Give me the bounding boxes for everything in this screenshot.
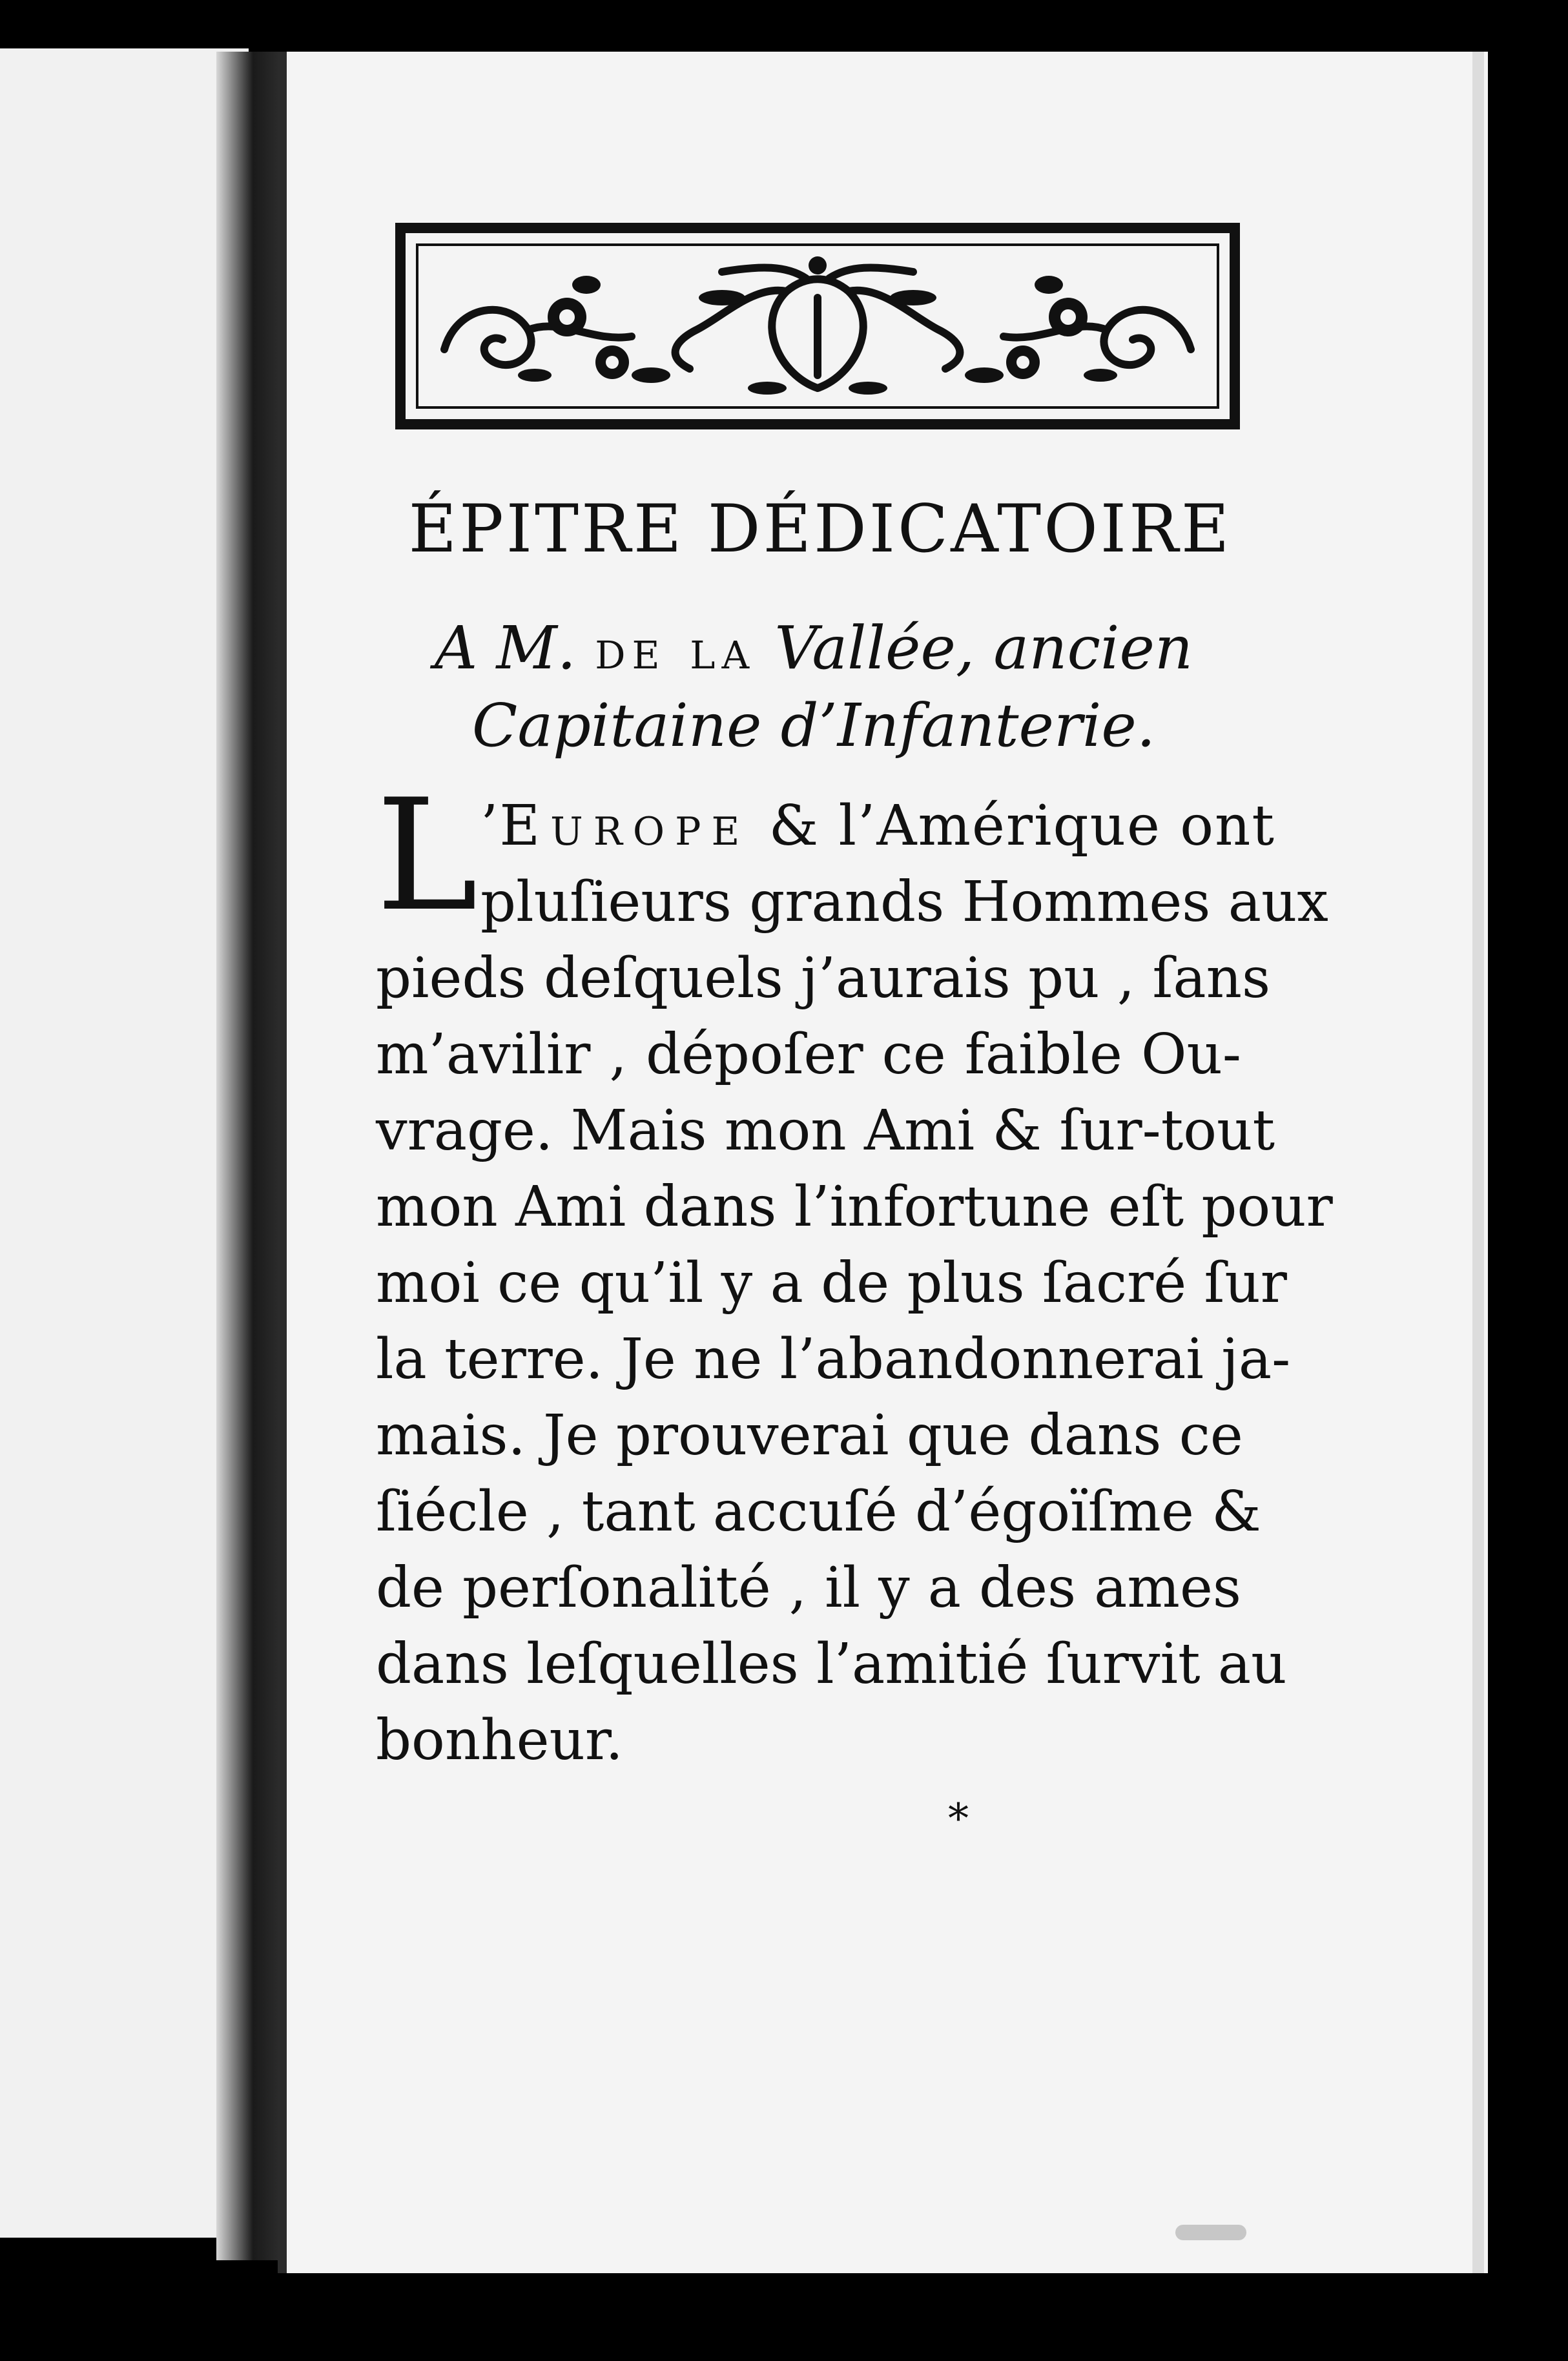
dedication-particle: de la bbox=[595, 618, 756, 681]
body-line-11: dans leſquelles l’amitié ſurvit au bbox=[376, 1632, 1287, 1696]
previous-page bbox=[0, 48, 249, 2238]
body-line-3: m’avilir , dépoſer ce faible Ou- bbox=[376, 1022, 1241, 1087]
smallcaps-word: Europe bbox=[499, 794, 750, 858]
body-line-2: pieds deſquels j’aurais pu , ſans bbox=[376, 946, 1271, 1011]
headpiece-ornament bbox=[395, 223, 1240, 429]
catchword-asterisk: * bbox=[948, 1795, 969, 1843]
body-line-8: mais. Je prouverai que dans ce bbox=[376, 1403, 1243, 1468]
book-gutter bbox=[216, 52, 278, 2260]
dedication-line-1 bbox=[375, 613, 1253, 683]
dedication-prefix: A M. bbox=[434, 613, 576, 683]
drop-cap: L bbox=[376, 767, 479, 945]
floral-ornament-icon bbox=[418, 246, 1217, 406]
body-line-10: de perſonalité , il y a des ames bbox=[376, 1556, 1241, 1620]
body-line-5: mon Ami dans l’infortune eſt pour bbox=[376, 1175, 1333, 1239]
dedication-line-2: Capitaine d’Infanterie. bbox=[471, 691, 1156, 760]
body-line-7: la terre. Je ne l’abandonnerai ja- bbox=[376, 1327, 1291, 1392]
body-line-9: ſiécle , tant accuſé d’égoïſme & bbox=[376, 1479, 1261, 1544]
body-line-12: bonheur. bbox=[376, 1708, 623, 1773]
body-line-4: vrage. Mais mon Ami & ſur-tout bbox=[376, 1098, 1275, 1163]
dedication-suffix: , ancien bbox=[955, 613, 1193, 683]
dedication-name: Vallée bbox=[774, 613, 956, 683]
body-paragraph bbox=[376, 767, 1333, 1778]
body-line-1: pluſieurs grands Hommes aux bbox=[480, 870, 1328, 934]
page-title: ÉPITRE DÉDICATOIRE bbox=[408, 491, 1232, 568]
body-line-6: moi ce qu’il y a de plus ſacré ſur bbox=[376, 1251, 1287, 1315]
body-line-0: ’Europe & l’Amérique ont bbox=[480, 794, 1275, 858]
page-edge bbox=[1472, 52, 1484, 2273]
paper-stain bbox=[1175, 2225, 1246, 2240]
